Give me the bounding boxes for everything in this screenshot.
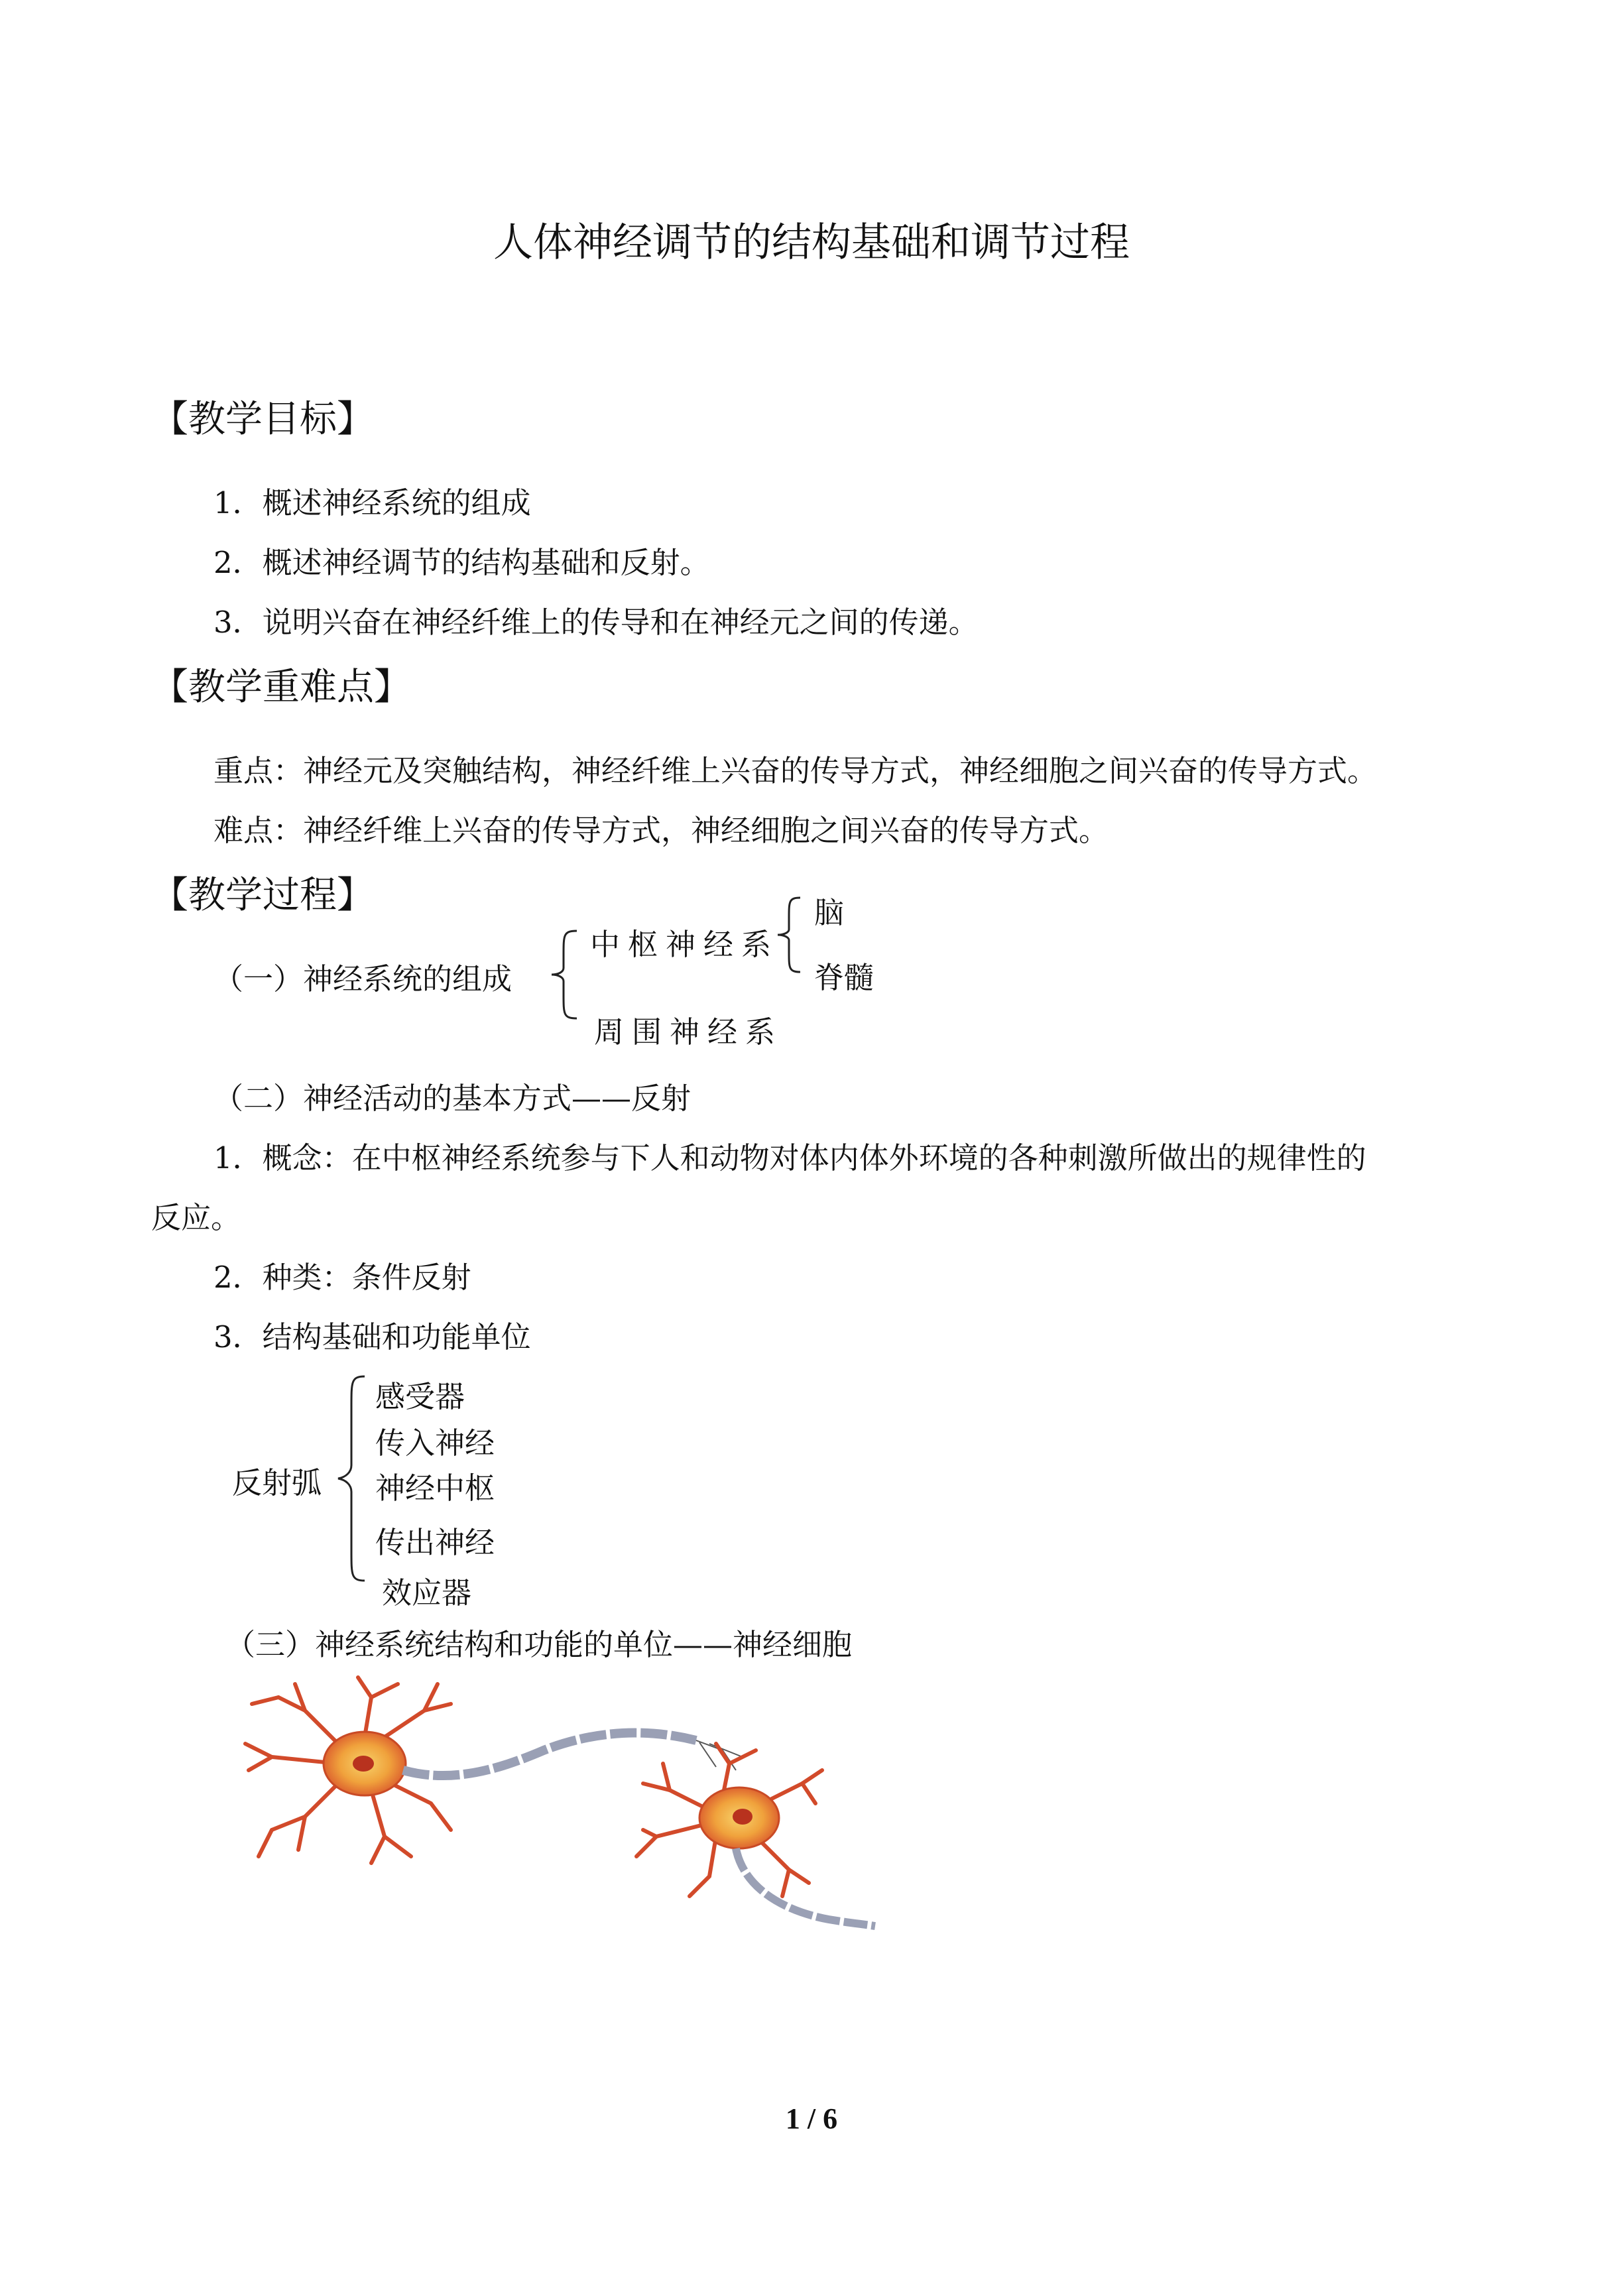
reflex-arc-label: 反射弧 [232, 1465, 322, 1500]
key-point-text: 重点：神经元及突触结构，神经纤维上兴奋的传导方式，神经细胞之间兴奋的传导方式。 [213, 753, 1378, 788]
difficult-point-text: 难点：神经纤维上兴奋的传导方式，神经细胞之间兴奋的传导方式。 [213, 813, 1109, 848]
arc-item-afferent: 传入神经 [375, 1425, 495, 1461]
part1-brace-icon [544, 928, 583, 1021]
key-points-heading: 【教学重难点】 [151, 666, 411, 709]
arc-item-center: 神经中枢 [375, 1471, 495, 1506]
central-brace-icon [772, 895, 806, 975]
concept-line-1: 1．概念：在中枢神经系统参与下人和动物对体内体外环境的各种刺激所做出的规律性的 [213, 1140, 1366, 1176]
arc-item-receptor: 感受器 [375, 1379, 465, 1414]
neuron-illustration [232, 1671, 882, 1936]
page-title: 人体神经调节的结构基础和调节过程 [493, 219, 1130, 266]
concept-line-2: 反应。 [151, 1200, 241, 1235]
objective-item-1: 1．概述神经系统的组成 [213, 485, 531, 520]
reflex-types: 2．种类：条件反射 [213, 1260, 471, 1295]
arc-item-efferent: 传出神经 [375, 1525, 495, 1560]
reflex-arc-brace-icon [331, 1372, 371, 1585]
arc-item-effector: 效应器 [382, 1575, 472, 1610]
objective-item-2: 2．概述神经调节的结构基础和反射。 [213, 545, 710, 580]
objectives-heading: 【教学目标】 [151, 398, 374, 441]
part2-label: （二）神经活动的基本方式——反射 [213, 1081, 691, 1116]
spinal-cord-label: 脊髓 [814, 960, 874, 995]
peripheral-nervous-system: 周围神经系 [594, 1014, 784, 1050]
structure-basis: 3．结构基础和功能单位 [213, 1319, 531, 1355]
process-heading: 【教学过程】 [151, 874, 374, 917]
brain-label: 脑 [814, 895, 845, 930]
part3-label: （三）神经系统结构和功能的单位——神经细胞 [225, 1627, 853, 1662]
objective-item-3: 3．说明兴奋在神经纤维上的传导和在神经元之间的传递。 [213, 605, 979, 640]
central-nervous-system: 中枢神经系 [590, 927, 780, 962]
part1-label: （一）神经系统的组成 [213, 961, 512, 997]
page-number: 1 / 6 [785, 2102, 838, 2135]
